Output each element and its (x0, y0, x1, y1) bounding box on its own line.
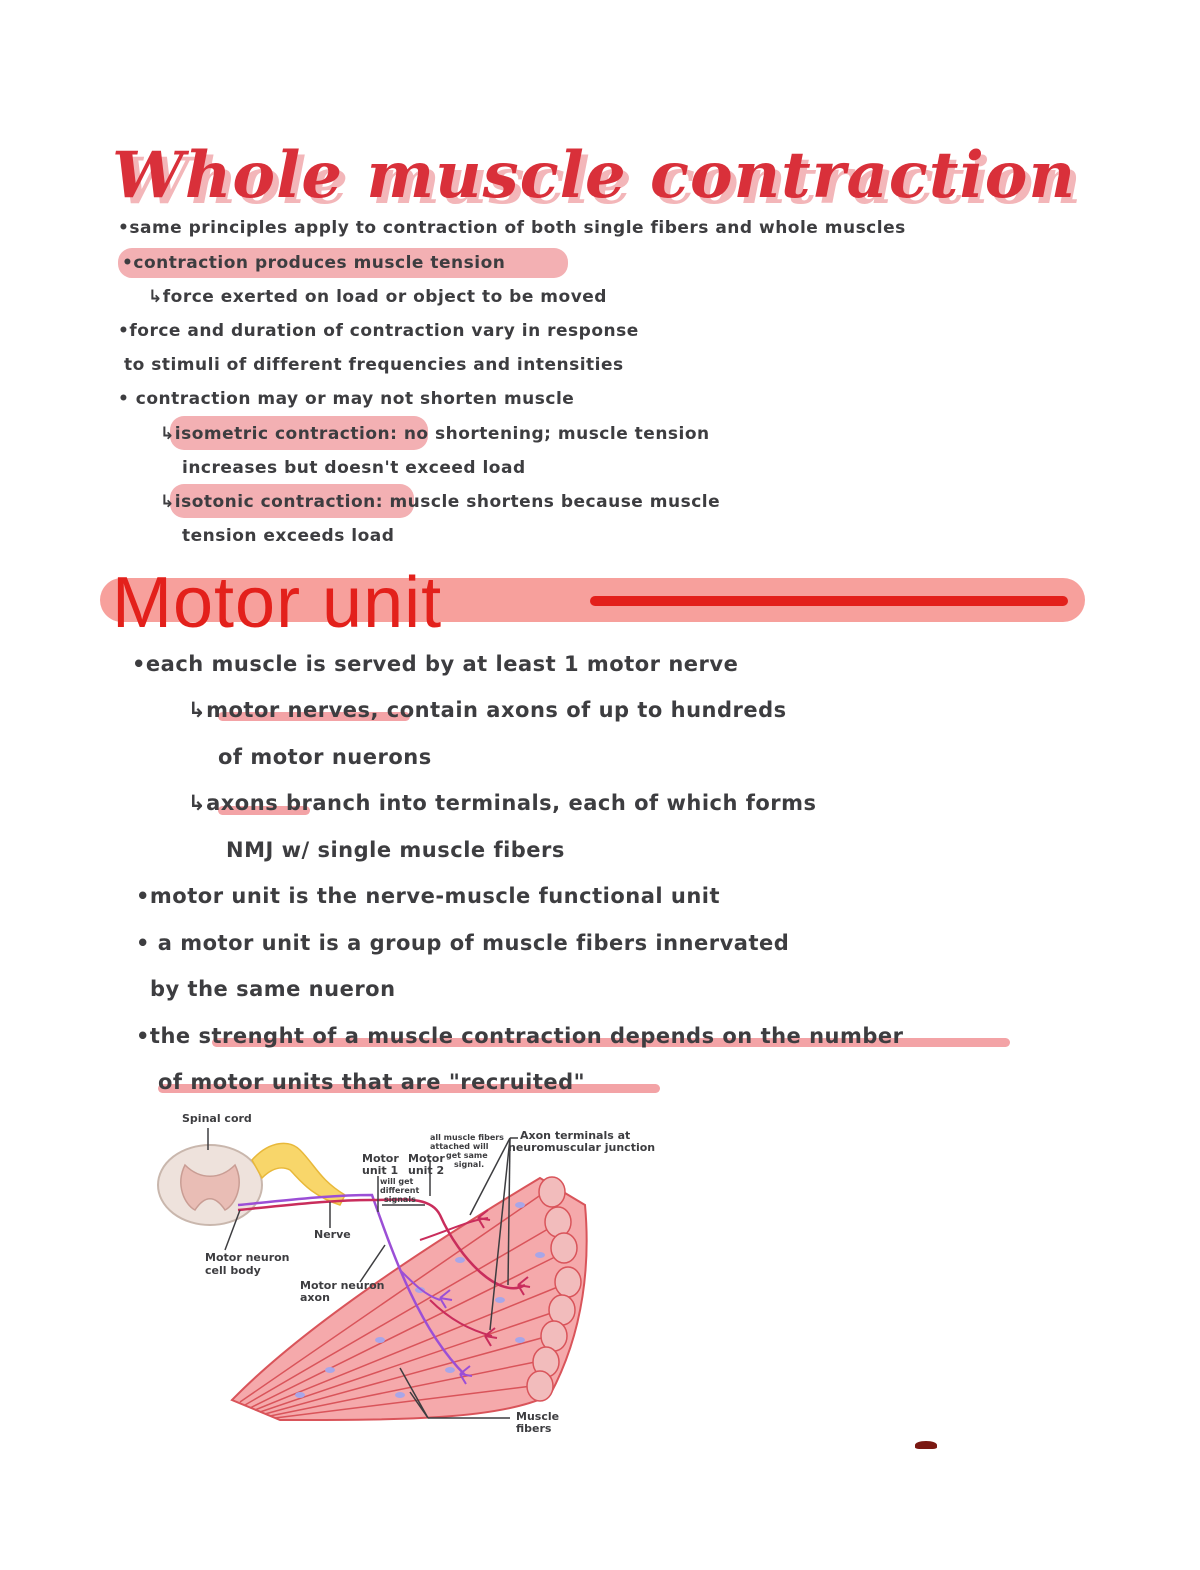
fiber-end-1 (539, 1177, 565, 1207)
s2-line-5: NMJ w/ single muscle fibers (226, 838, 565, 862)
label-motor-unit-2-a: Motor (408, 1152, 445, 1165)
label-axon-terminals-1: Axon terminals at (520, 1129, 631, 1142)
s1-line-10: tension exceeds load (182, 526, 395, 546)
s1-line-8: increases but doesn't exceed load (182, 458, 526, 478)
label-spinal-cord: Spinal cord (182, 1112, 252, 1125)
note-diff-signal-2: different (380, 1186, 420, 1195)
note-same-signal-3: get same (446, 1151, 488, 1160)
s1-line-4: •force and duration of contraction vary in response (118, 321, 639, 341)
s1-line-2: •contraction produces muscle tension (122, 253, 506, 273)
label-muscle-fibers-1: Muscle (516, 1410, 560, 1423)
note-diff-signal-3: signals (384, 1195, 416, 1204)
s1-line-9: ↳isotonic contraction: muscle shortens because muscle (160, 492, 721, 512)
s2-line-2: ↳motor nerves, contain axons of up to hundreds (188, 698, 787, 722)
s2-line-4: ↳axons branch into terminals, each of which forms (188, 791, 817, 815)
section-title-whole-muscle: Whole muscle contraction (112, 138, 1076, 213)
note-diff-signal-1: will get (380, 1177, 414, 1186)
fiber-end-8 (527, 1371, 553, 1401)
fiber-end-3 (551, 1233, 577, 1263)
note-same-signal-4: signal. (454, 1160, 485, 1169)
s2-line-7: • a motor unit is a group of muscle fibers innervated (136, 931, 790, 955)
spinal-cord (158, 1145, 262, 1225)
label-motor-unit-2-b: unit 2 (408, 1164, 445, 1177)
s1-line-3: ↳force exerted on load or object to be moved (148, 287, 607, 307)
label-motor-unit-1-b: unit 1 (362, 1164, 399, 1177)
label-motor-neuron-axon-2: axon (300, 1291, 330, 1304)
label-nerve: Nerve (314, 1228, 351, 1241)
ink-mark (915, 1441, 937, 1449)
section-title-motor-unit: Motor unit (112, 563, 443, 643)
label-motor-neuron-cell-body-2: cell body (205, 1264, 261, 1277)
s2-line-8: by the same nueron (150, 977, 396, 1001)
label-muscle-fibers-2: fibers (516, 1422, 552, 1435)
label-motor-neuron-cell-body-1: Motor neuron (205, 1251, 290, 1264)
s2-line-10: of motor units that are "recruited" (158, 1070, 586, 1094)
fiber-end-2 (545, 1207, 571, 1237)
fiber-end-4 (555, 1267, 581, 1297)
note-same-signal-2: attached will (430, 1142, 489, 1151)
s2-line-3: of motor nuerons (218, 745, 432, 769)
label-motor-neuron-axon-1: Motor neuron (300, 1279, 385, 1292)
s1-line-1: •same principles apply to contraction of both single fibers and whole muscles (118, 218, 906, 238)
s2-line-1: •each muscle is served by at least 1 motor nerve (132, 652, 739, 676)
s1-line-5: to stimuli of different frequencies and intensities (124, 355, 624, 375)
s2-line-6: •motor unit is the nerve-muscle functional unit (136, 884, 721, 908)
label-motor-unit-1-a: Motor (362, 1152, 399, 1165)
s1-line-6: • contraction may or may not shorten muscle (118, 389, 575, 409)
s1-line-7: ↳isometric contraction: no shortening; muscle tension (160, 424, 710, 444)
note-same-signal-1: all muscle fibers (430, 1133, 504, 1142)
s2-line-9: •the strenght of a muscle contraction depends on the number (136, 1024, 904, 1048)
label-axon-terminals-2: neuromuscular junction (508, 1141, 656, 1154)
